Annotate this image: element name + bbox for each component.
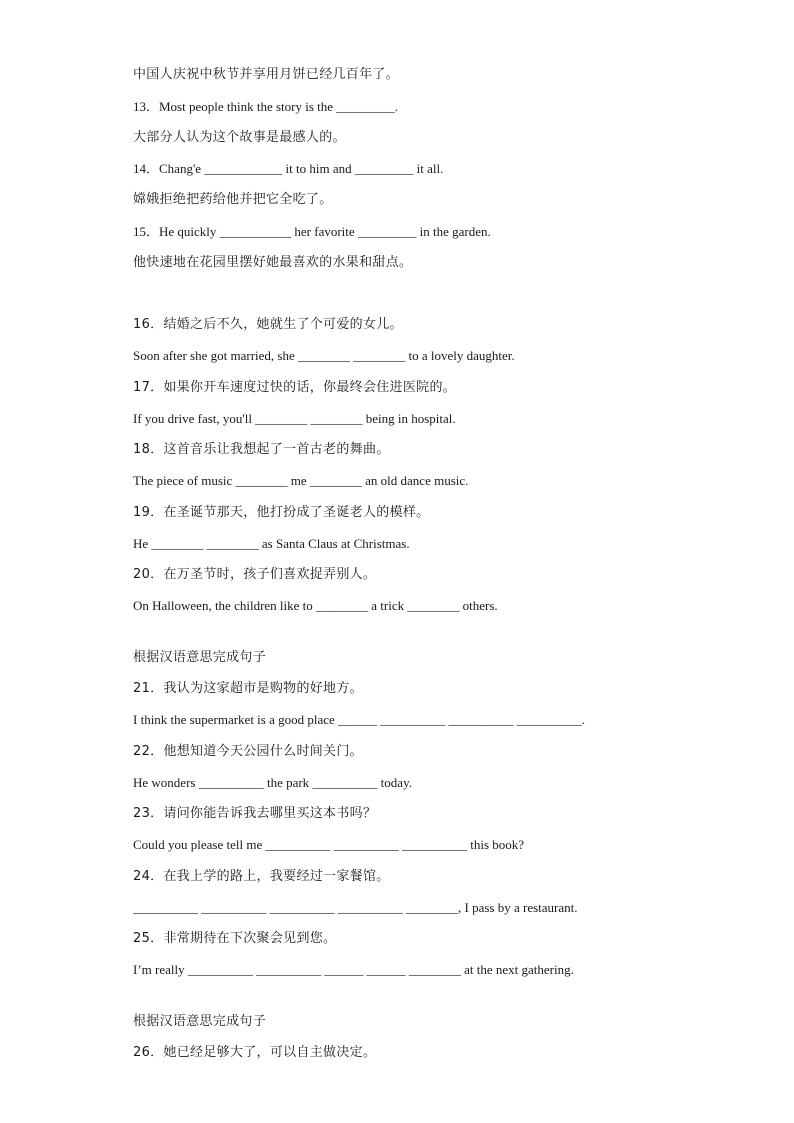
translation-line-15: 他快速地在花园里摆好她最喜欢的水果和甜点。 (133, 255, 413, 270)
question-15: 15．He quickly ___________ her favorite _________ in the garden. (133, 224, 491, 239)
question-16-english: Soon after she got married, she ________ ________ to a lovely daughter. (133, 348, 515, 363)
question-18-chinese: 18．这首音乐让我想起了一首古老的舞曲。 (133, 442, 390, 457)
question-20-english: On Halloween, the children like to ________ a trick ________ others. (133, 598, 498, 613)
question-21-english: I think the supermarket is a good place ______ __________ __________ __________. (133, 712, 586, 727)
translation-line-13: 大部分人认为这个故事是最感人的。 (133, 130, 346, 145)
question-25-english: I’m really __________ __________ ______ ______ ________ at the next gathering. (133, 962, 574, 977)
question-18-english: The piece of music ________ me ________ an old dance music. (133, 473, 469, 488)
question-20-chinese: 20．在万圣节时，孩子们喜欢捉弄别人。 (133, 567, 377, 582)
question-13: 13．Most people think the story is the _________. (133, 99, 399, 114)
question-19-chinese: 19．在圣诞节那天，他打扮成了圣诞老人的模样。 (133, 505, 430, 520)
question-22-chinese: 22．他想知道今天公园什么时间关门。 (133, 744, 363, 759)
question-22-english: He wonders __________ the park __________ today. (133, 775, 412, 790)
translation-line-12: 中国人庆祝中秋节并享用月饼已经几百年了。 (133, 67, 400, 82)
translation-line-14: 嫦娥拒绝把药给他并把它全吃了。 (133, 192, 333, 207)
question-26-chinese: 26．她已经足够大了，可以自主做决定。 (133, 1045, 377, 1060)
question-19-english: He ________ ________ as Santa Claus at Christmas. (133, 536, 410, 551)
question-17-english: If you drive fast, you'll ________ ________ being in hospital. (133, 411, 456, 426)
question-17-chinese: 17．如果你开车速度过快的话，你最终会住进医院的。 (133, 380, 457, 395)
question-24-chinese: 24．在我上学的路上，我要经过一家餐馆。 (133, 869, 390, 884)
question-21-chinese: 21．我认为这家超市是购物的好地方。 (133, 681, 363, 696)
question-24-english: __________ __________ __________ __________ ________, I pass by a restaurant. (133, 900, 578, 915)
question-14: 14．Chang'e ____________ it to him and _________ it all. (133, 161, 444, 176)
question-25-chinese: 25．非常期待在下次聚会见到您。 (133, 931, 337, 946)
section-heading: 根据汉语意思完成句子 (133, 650, 267, 665)
section-heading-2: 根据汉语意思完成句子 (133, 1014, 267, 1029)
question-23-english: Could you please tell me __________ __________ __________ this book? (133, 837, 525, 852)
question-23-chinese: 23．请问你能告诉我去哪里买这本书吗？ (133, 806, 377, 821)
question-16-chinese: 16．结婚之后不久，她就生了个可爱的女儿。 (133, 317, 403, 332)
